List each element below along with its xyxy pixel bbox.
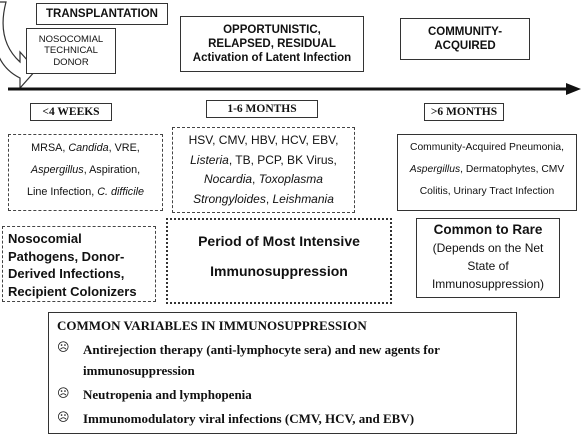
early-summary-box bbox=[2, 226, 156, 302]
variable-item-3 bbox=[57, 409, 508, 429]
frown-icon: ☹ bbox=[57, 340, 70, 354]
early-infections-box bbox=[8, 134, 163, 211]
variable-item-1-line-2: immunosuppression bbox=[83, 363, 195, 378]
community-acquired-box bbox=[400, 18, 530, 60]
late-line-2: Aspergillus, Dermatophytes, CMV bbox=[409, 164, 565, 175]
middle-line-2: Listeria, TB, PCP, BK Virus, bbox=[190, 152, 337, 167]
variable-item-1-line-1: Antirejection therapy (anti-lymphocyte sera) and new agents for bbox=[83, 342, 440, 357]
late-summary-line-2: State of bbox=[467, 259, 509, 273]
timeline-arrow bbox=[0, 82, 583, 96]
community-line-2: ACQUIRED bbox=[434, 40, 496, 52]
community-line-1: COMMUNITY- bbox=[427, 26, 503, 38]
variable-item-3-line-1: Immunomodulatory viral infections (CMV, HCV, and EBV) bbox=[83, 411, 415, 426]
early-summary-line-2: Pathogens, Donor- bbox=[8, 248, 125, 264]
late-summary-title: Common to Rare bbox=[433, 222, 543, 237]
late-line-3: Colitis, Urinary Tract Infection bbox=[419, 186, 555, 197]
frown-icon: ☹ bbox=[57, 386, 70, 400]
late-summary-box bbox=[416, 218, 560, 298]
ntd-line-3: DONOR bbox=[53, 56, 89, 68]
early-summary-line-3: Derived Infections, bbox=[8, 266, 125, 281]
opportunistic-line-3: Activation of Latent Infection bbox=[192, 52, 352, 64]
early-summary-line-1: Nosocomial bbox=[8, 231, 82, 246]
middle-infections-box bbox=[172, 127, 355, 213]
variable-item-2 bbox=[57, 385, 508, 405]
late-infections-box bbox=[397, 134, 577, 211]
middle-summary-line-1: Period of Most Intensive bbox=[198, 233, 360, 249]
early-line-3: Line Infection, C. difficile bbox=[26, 186, 145, 198]
early-summary-line-4: Recipient Colonizers bbox=[8, 283, 137, 299]
ntd-line-1: NOSOCOMIAL bbox=[38, 33, 104, 45]
late-summary-line-3: Immunosuppression) bbox=[431, 277, 545, 291]
frown-icon: ☹ bbox=[57, 410, 70, 424]
opportunistic-box bbox=[180, 16, 364, 72]
transplantation-label: TRANSPLANTATION bbox=[36, 3, 168, 25]
early-line-2: Aspergillus, Aspiration, bbox=[30, 164, 141, 176]
period-late-label: >6 MONTHS bbox=[424, 103, 504, 121]
opportunistic-line-2: RELAPSED, RESIDUAL bbox=[208, 38, 336, 50]
common-variables-box bbox=[48, 312, 517, 434]
opportunistic-line-1: OPPORTUNISTIC, bbox=[223, 24, 321, 36]
middle-line-3: Nocardia, Toxoplasma bbox=[204, 172, 323, 186]
period-early-label: <4 WEEKS bbox=[30, 103, 112, 121]
variables-title: COMMON VARIABLES IN IMMUNOSUPPRESSION bbox=[57, 318, 367, 333]
early-line-1: MRSA, Candida, VRE, bbox=[31, 142, 140, 154]
late-line-1: Community-Acquired Pneumonia, bbox=[410, 142, 564, 153]
ntd-line-2: TECHNICAL bbox=[44, 45, 98, 57]
variable-item-1 bbox=[57, 339, 508, 381]
variable-item-2-line-1: Neutropenia and lymphopenia bbox=[83, 387, 252, 402]
late-summary-line-1: (Depends on the Net bbox=[432, 241, 544, 255]
middle-summary-line-2: Immunosuppression bbox=[210, 263, 348, 279]
middle-line-1: HSV, CMV, HBV, HCV, EBV, bbox=[188, 133, 339, 147]
middle-summary-box bbox=[166, 218, 392, 304]
period-middle-label: 1-6 MONTHS bbox=[206, 100, 318, 118]
nosocomial-technical-donor-box bbox=[26, 28, 116, 74]
middle-line-4: Strongyloides, Leishmania bbox=[193, 191, 334, 206]
